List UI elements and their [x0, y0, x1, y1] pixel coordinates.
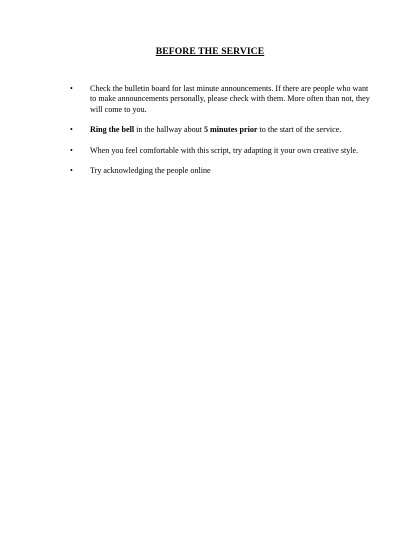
list-item-bold-text: Ring the bell [90, 125, 135, 135]
bullet-icon: • [70, 166, 73, 176]
list-item [70, 146, 375, 156]
bullet-icon: • [70, 84, 73, 93]
list-item [70, 84, 375, 115]
list-item-bold-text: 5 minutes prior [203, 125, 258, 135]
bullet-list [70, 84, 375, 186]
list-item-text: Check the bulletin board for last minute announcements. If there are people who want to make announcements personally, please check with them. More often than not, they will come to you. [90, 84, 370, 114]
list-item [70, 125, 375, 135]
bullet-icon: • [70, 125, 73, 135]
list-item-text: to the start of the service. [257, 125, 342, 135]
list-item [70, 166, 375, 176]
list-item-text: in the hallway about [134, 125, 204, 135]
list-item-text: When you feel comfortable with this script, try adapting it your own creative style. [90, 145, 359, 155]
page-title: BEFORE THE SERVICE [155, 46, 265, 57]
list-item-text: Try acknowledging the people online [90, 166, 211, 176]
bullet-icon: • [70, 145, 73, 155]
